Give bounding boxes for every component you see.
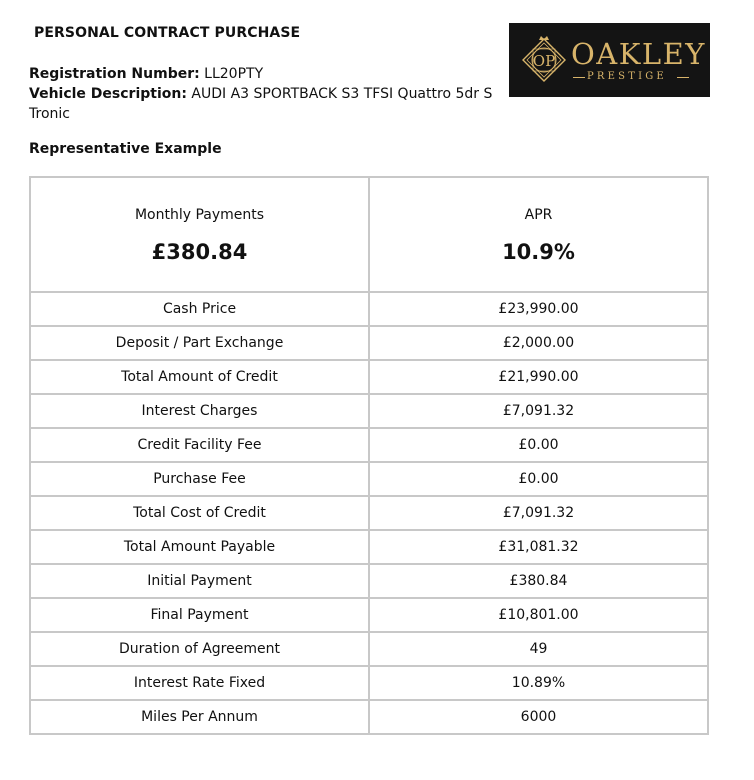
table-row: [30, 360, 708, 394]
row-label: Final Payment: [30, 598, 369, 632]
logo-rule-right: [677, 77, 689, 78]
row-label: Interest Rate Fixed: [30, 666, 369, 700]
row-value: £2,000.00: [369, 326, 708, 360]
monthly-payments-label: Monthly Payments: [134, 207, 265, 223]
vehicle-line: [29, 84, 499, 124]
table-row: [30, 462, 708, 496]
vehicle-value: AUDI A3 SPORTBACK S3 TFSI Quattro 5dr S Tronic: [29, 86, 493, 122]
monthly-payments-value: £380.84: [151, 240, 248, 264]
logo-monogram-text: OP: [532, 52, 556, 70]
apr-value: 10.9%: [502, 240, 575, 264]
registration-label: Registration Number:: [29, 66, 200, 82]
row-value: £0.00: [369, 462, 708, 496]
table-row: [30, 598, 708, 632]
registration-line: [29, 64, 499, 84]
row-label: Miles Per Annum: [30, 700, 369, 734]
oakley-prestige-logo: [509, 23, 710, 97]
vehicle-info: [29, 64, 499, 124]
logo-name: OAKLEY: [571, 37, 706, 71]
table-row: [30, 530, 708, 564]
row-value: 6000: [369, 700, 708, 734]
logo-rule-left: [573, 77, 585, 78]
row-value: £7,091.32: [369, 394, 708, 428]
document-title: PERSONAL CONTRACT PURCHASE: [34, 25, 301, 41]
row-value: £7,091.32: [369, 496, 708, 530]
row-label: Deposit / Part Exchange: [30, 326, 369, 360]
row-label: Initial Payment: [30, 564, 369, 598]
row-label: Credit Facility Fee: [30, 428, 369, 462]
row-value: £31,081.32: [369, 530, 708, 564]
row-label: Total Amount Payable: [30, 530, 369, 564]
row-label: Interest Charges: [30, 394, 369, 428]
representative-example-table: [29, 176, 709, 735]
table-row: [30, 564, 708, 598]
row-value: 10.89%: [369, 666, 708, 700]
vehicle-label: Vehicle Description:: [29, 86, 187, 102]
table-row: [30, 292, 708, 326]
row-label: Total Amount of Credit: [30, 360, 369, 394]
table-row: [30, 394, 708, 428]
registration-value: LL20PTY: [204, 66, 264, 82]
table-row: [30, 326, 708, 360]
row-value: £23,990.00: [369, 292, 708, 326]
monthly-payments-cell: [30, 177, 369, 292]
headline-row: [30, 177, 708, 292]
apr-cell: [369, 177, 708, 292]
table-row: [30, 666, 708, 700]
row-value: £380.84: [369, 564, 708, 598]
row-label: Duration of Agreement: [30, 632, 369, 666]
table-row: [30, 700, 708, 734]
row-value: £10,801.00: [369, 598, 708, 632]
table-row: [30, 428, 708, 462]
row-label: Cash Price: [30, 292, 369, 326]
row-value: 49: [369, 632, 708, 666]
apr-label: APR: [524, 207, 553, 223]
table-row: [30, 496, 708, 530]
row-value: £21,990.00: [369, 360, 708, 394]
row-value: £0.00: [369, 428, 708, 462]
logo-tagline: PRESTIGE: [587, 71, 667, 82]
table-row: [30, 632, 708, 666]
section-title: Representative Example: [29, 141, 222, 157]
row-label: Purchase Fee: [30, 462, 369, 496]
row-label: Total Cost of Credit: [30, 496, 369, 530]
